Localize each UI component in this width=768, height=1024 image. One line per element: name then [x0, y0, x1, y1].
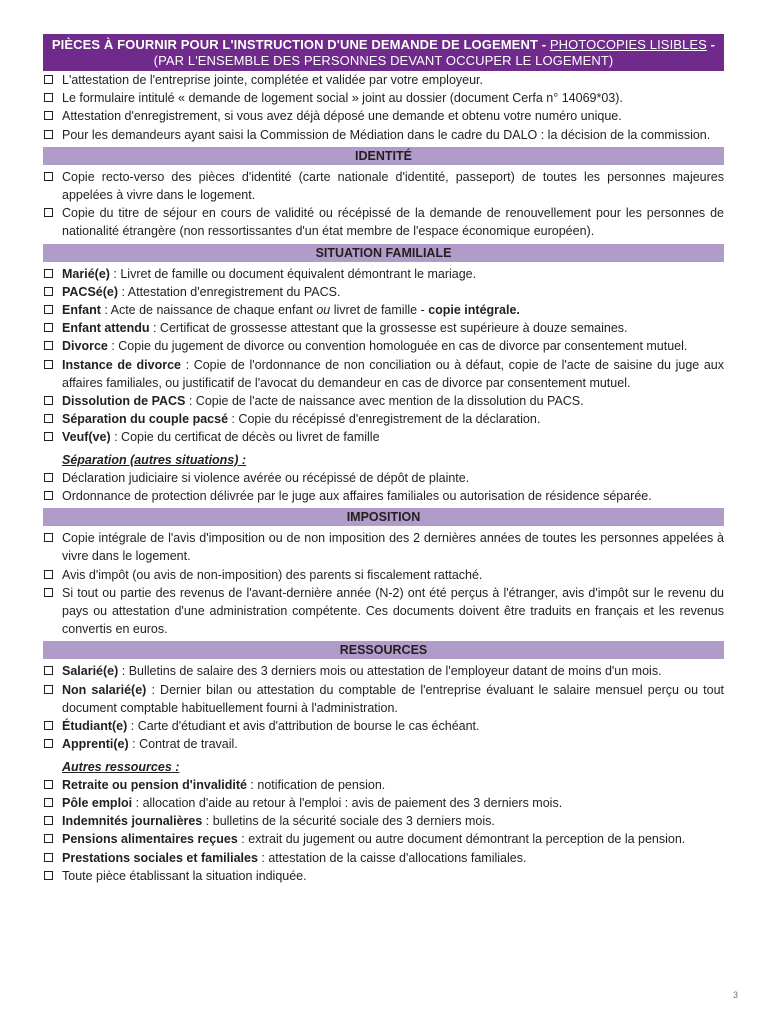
situation-subheading-text: Séparation (autres situations)	[62, 452, 239, 467]
item-text: : Livret de famille ou document équivalent démontrant le mariage.	[109, 266, 477, 281]
checkbox-icon[interactable]	[44, 816, 53, 825]
checkbox-icon[interactable]	[44, 533, 53, 542]
item-label: Prestations sociales et familiales	[62, 850, 258, 865]
header-subtitle: (PAR L'ENSEMBLE DES PERSONNES DEVANT OCCUPER LE LOGEMENT)	[153, 53, 614, 68]
item-text: : Copie de l'acte de naissance avec mention de la dissolution du PACS.	[185, 394, 584, 409]
checklist-item	[43, 204, 724, 240]
item-label: Marié(e)	[62, 266, 110, 281]
checklist-item	[43, 794, 724, 812]
checklist-item	[43, 428, 724, 446]
checkbox-icon[interactable]	[44, 323, 53, 332]
item-text: : Certificat de grossesse attestant que la grossesse est supérieure à douze semaines.	[149, 321, 628, 336]
ressources-subheading	[43, 758, 724, 776]
item-text: : Copie du certificat de décès ou livret de famille	[110, 430, 380, 445]
checklist-item	[43, 566, 724, 584]
item-text-continued: livret de famille -	[330, 303, 429, 318]
item-emphasis: ou	[316, 303, 331, 318]
situation-subheading	[43, 451, 724, 469]
item-text: Toute pièce établissant la situation indiquée.	[62, 868, 307, 883]
item-label: Non salarié(e)	[62, 682, 147, 697]
section-identite-header: IDENTITÉ	[43, 147, 724, 165]
item-label: Pensions alimentaires reçues	[62, 832, 238, 847]
item-text: : Copie de l'ordonnance de non conciliation ou à défaut, copie de l'acte de saisine du juge aux affaires familiales, ou justificatif de l'avocat du demandeur en cas de divorce par consentement mutuel.	[62, 357, 724, 390]
identite-items-list	[43, 168, 724, 241]
checklist-item	[43, 410, 724, 428]
checkbox-icon[interactable]	[44, 570, 53, 579]
item-label: Indemnités journalières	[62, 814, 203, 829]
document-header	[43, 34, 724, 71]
checkbox-icon[interactable]	[44, 685, 53, 694]
section-ressources-header: RESSOURCES	[43, 641, 724, 659]
situation-subheading-colon: :	[238, 452, 247, 467]
checkbox-icon[interactable]	[44, 780, 53, 789]
item-text: Copie recto-verso des pièces d'identité (carte nationale d'identité, passeport) de toutes les personnes majeures appelées à vivre dans le logement.	[62, 169, 724, 203]
imposition-items-list	[43, 529, 724, 638]
ressources-subheading-text: Autres ressources	[62, 759, 172, 774]
item-text: Déclaration judiciaire si violence avérée ou récépissé de dépôt de plainte.	[62, 470, 470, 485]
item-label: Veuf(ve)	[62, 430, 111, 445]
item-text: Si tout ou partie des revenus de l'avant-dernière année (N-2) ont été perçus à l'étranger, avis d'impôt sur le revenu du pays ou attestation d'une administration compétente. Ces documents doivent être traduits en français et les revenus convertis en euros.	[62, 585, 724, 637]
item-text: Copie intégrale de l'avis d'imposition ou de non imposition des 2 dernières années de toutes les personnes appelées à vivre dans le logement.	[62, 531, 724, 564]
checkbox-icon[interactable]	[44, 341, 53, 350]
item-label: Divorce	[62, 339, 108, 354]
header-photocopies-label: PHOTOCOPIES LISIBLES	[549, 37, 707, 52]
checklist-item	[43, 584, 724, 639]
item-label: Séparation du couple pacsé	[62, 412, 229, 427]
separation-items-list	[43, 469, 724, 505]
checklist-item	[43, 487, 724, 505]
checklist-item	[43, 776, 724, 794]
item-text: : notification de pension.	[246, 777, 386, 792]
checklist-item	[43, 662, 724, 680]
item-text: : allocation d'aide au retour à l'emploi : avis de paiement des 3 derniers mois.	[132, 795, 563, 810]
checklist-item	[43, 107, 724, 125]
checklist-item	[43, 735, 724, 753]
item-text: Le formulaire intitulé « demande de logement social » joint au dossier (document Cerfa n° 14069*03).	[62, 91, 623, 106]
checklist-item	[43, 356, 724, 392]
item-text: : Bulletins de salaire des 3 derniers mois ou attestation de l'employeur datant de moins d'un mois.	[118, 664, 662, 679]
checkbox-icon[interactable]	[44, 834, 53, 843]
item-text: Pour les demandeurs ayant saisi la Commission de Médiation dans le cadre du DALO : la décision de la commission.	[62, 127, 711, 142]
item-label: Salarié(e)	[62, 664, 119, 679]
item-text: : Acte de naissance de chaque enfant	[100, 303, 317, 318]
item-text: : bulletins de la sécurité sociale des 3 derniers mois.	[202, 814, 495, 829]
checkbox-icon[interactable]	[44, 111, 53, 120]
checklist-item	[43, 89, 724, 107]
header-title-text: PIÈCES À FOURNIR POUR L'INSTRUCTION D'UNE DEMANDE DE LOGEMENT -	[51, 37, 550, 52]
checklist-item	[43, 812, 724, 830]
item-text: : Dernier bilan ou attestation du comptable de l'entreprise évaluant le salaire mensuel perçu ou tout document comptable habituellement fourni à l'administration.	[62, 682, 725, 715]
checklist-item	[43, 283, 724, 301]
header-title-tail: -	[706, 37, 716, 52]
checkbox-icon[interactable]	[44, 414, 53, 423]
checklist-item	[43, 867, 724, 885]
item-label: Pôle emploi	[62, 795, 133, 810]
checkbox-icon[interactable]	[44, 172, 53, 181]
checklist-item	[43, 71, 724, 89]
section-situation-header: SITUATION FAMILIALE	[43, 244, 724, 262]
checkbox-icon[interactable]	[44, 473, 53, 482]
checkbox-icon[interactable]	[44, 871, 53, 880]
item-label: Enfant attendu	[62, 321, 150, 336]
checklist-item	[43, 301, 724, 319]
checkbox-icon[interactable]	[44, 208, 53, 217]
item-text: : Copie du récépissé d'enregistrement de la déclaration.	[228, 412, 541, 427]
checklist-item	[43, 265, 724, 283]
checklist-item	[43, 392, 724, 410]
autres-ressources-items-list	[43, 776, 724, 885]
item-label: Enfant	[62, 303, 101, 318]
item-text: : Carte d'étudiant et avis d'attribution de bourse le cas échéant.	[127, 719, 480, 734]
document-page	[43, 34, 724, 885]
checkbox-icon[interactable]	[44, 396, 53, 405]
general-items-list	[43, 71, 724, 144]
item-text: : Contrat de travail.	[128, 737, 238, 752]
checkbox-icon[interactable]	[44, 75, 53, 84]
checklist-item	[43, 717, 724, 735]
checklist-item	[43, 681, 724, 717]
checkbox-icon[interactable]	[44, 666, 53, 675]
checkbox-icon[interactable]	[44, 287, 53, 296]
item-label: Apprenti(e)	[62, 737, 129, 752]
header-title	[47, 37, 720, 53]
checklist-item	[43, 319, 724, 337]
ressources-items-list	[43, 662, 724, 753]
item-emphasis-bold: copie intégrale.	[428, 303, 520, 318]
item-label: Retraite ou pension d'invalidité	[62, 777, 247, 792]
checkbox-icon[interactable]	[44, 588, 53, 597]
checklist-item	[43, 126, 724, 144]
checklist-item	[43, 168, 724, 204]
checkbox-icon[interactable]	[44, 305, 53, 314]
checkbox-icon[interactable]	[44, 853, 53, 862]
checklist-item	[43, 849, 724, 867]
item-label: Dissolution de PACS	[62, 394, 186, 409]
checkbox-icon[interactable]	[44, 739, 53, 748]
item-label: Étudiant(e)	[62, 719, 128, 734]
item-text: : Copie du jugement de divorce ou convention homologuée en cas de divorce par consentement mutuel.	[107, 339, 688, 354]
section-imposition-header: IMPOSITION	[43, 508, 724, 526]
item-text: Copie du titre de séjour en cours de validité ou récépissé de la demande de renouvellement pour les personnes de nationalité étrangère (non ressortissantes d'un état membre de l'espace économique européen).	[62, 206, 724, 239]
checklist-item	[43, 529, 724, 565]
item-text: L'attestation de l'entreprise jointe, complétée et validée par votre employeur.	[62, 73, 483, 87]
item-text: : extrait du jugement ou autre document démontrant la perception de la pension.	[237, 832, 686, 847]
situation-items-list	[43, 265, 724, 447]
item-text: : attestation de la caisse d'allocations familiales.	[257, 850, 527, 865]
checkbox-icon[interactable]	[44, 798, 53, 807]
item-label: Instance de divorce	[62, 357, 181, 372]
checkbox-icon[interactable]	[44, 360, 53, 369]
item-text: Avis d'impôt (ou avis de non-imposition) des parents si fiscalement rattaché.	[62, 567, 483, 582]
checklist-item	[43, 469, 724, 487]
item-text: : Attestation d'enregistrement du PACS.	[118, 284, 341, 299]
checkbox-icon[interactable]	[44, 93, 53, 102]
checkbox-icon[interactable]	[44, 130, 53, 139]
checklist-item	[43, 337, 724, 355]
checkbox-icon[interactable]	[44, 269, 53, 278]
item-text: Attestation d'enregistrement, si vous avez déjà déposé une demande et obtenu votre numéro unique.	[62, 109, 622, 124]
page-number: 3	[732, 990, 738, 1000]
item-label: PACSé(e)	[62, 284, 119, 299]
item-text: Ordonnance de protection délivrée par le juge aux affaires familiales ou autorisation de résidence séparée.	[62, 489, 652, 504]
checkbox-icon[interactable]	[44, 432, 53, 441]
checkbox-icon[interactable]	[44, 721, 53, 730]
checkbox-icon[interactable]	[44, 491, 53, 500]
ressources-subheading-colon: :	[171, 759, 180, 774]
checklist-item	[43, 830, 724, 848]
